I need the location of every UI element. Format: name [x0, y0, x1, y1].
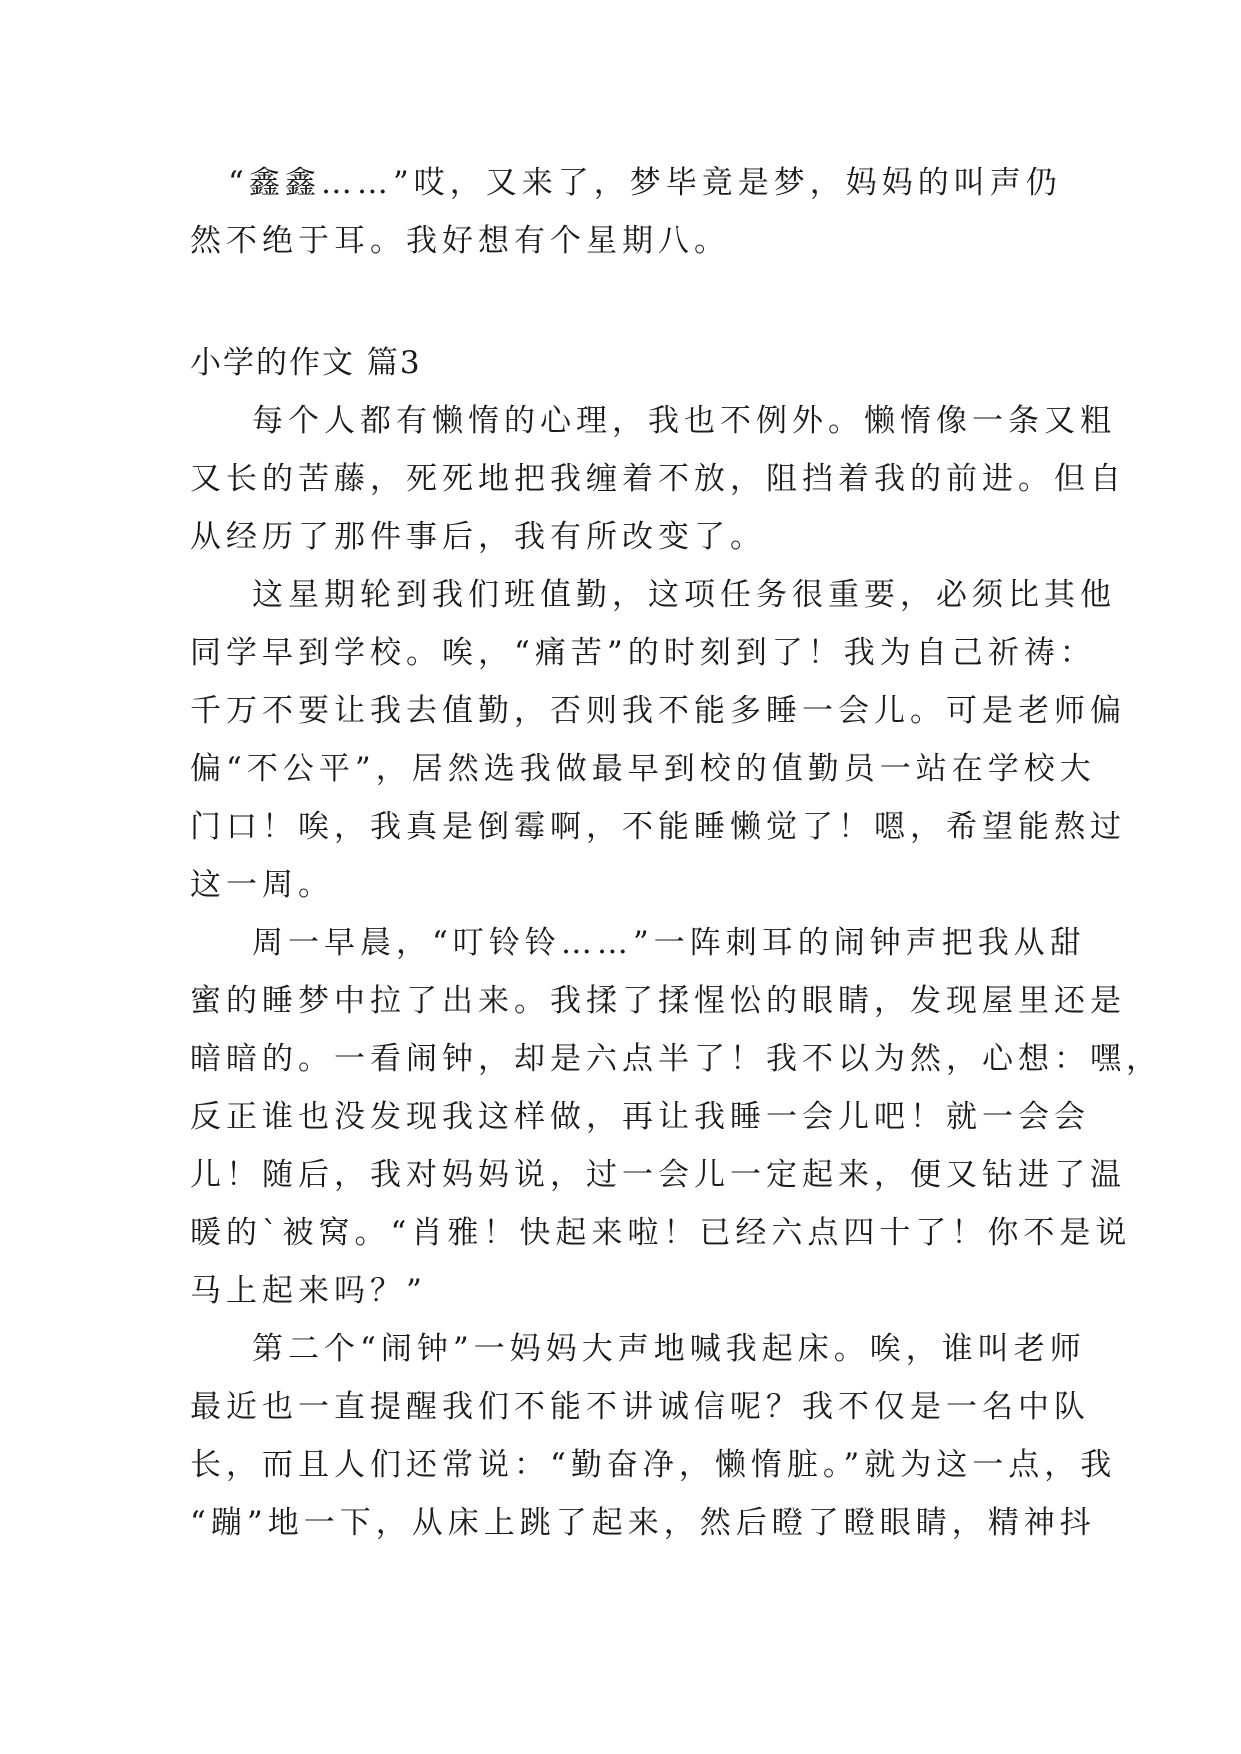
text-line: 又长的苦藤，死死地把我缠着不放，阻挡着我的前进。但自 — [190, 461, 1126, 497]
text-line: 偏“不公平”，居然选我做最早到校的值勤员一站在学校大 — [190, 751, 1096, 787]
text-line: 每个人都有懒惰的心理，我也不例外。懒惰像一条又粗 — [252, 403, 1116, 439]
text-line: 长，而且人们还常说：“勤奋净，懒惰脏。”就为这一点，我 — [190, 1447, 1117, 1483]
text-line: 同学早到学校。唉，“痛苦”的时刻到了！我为自己祈祷： — [190, 635, 1096, 671]
text-line: 千万不要让我去值勤，否则我不能多睡一会儿。可是老师偏 — [190, 693, 1126, 729]
text-line: 门口！唉，我真是倒霉啊，不能睡懒觉了！嗯，希望能熬过 — [190, 809, 1126, 845]
text-line: “蹦”地一下，从床上跳了起来，然后瞪了瞪眼睛，精神抖 — [190, 1505, 1096, 1541]
text-line: 第二个“闹钟”一妈妈大声地喊我起床。唉，谁叫老师 — [252, 1331, 1086, 1367]
text-line: 反正谁也没发现我这样做，再让我睡一会儿吧！就一会会 — [190, 1099, 1090, 1135]
text-line: 蜜的睡梦中拉了出来。我揉了揉惺忪的眼睛，发现屋里还是 — [190, 983, 1126, 1019]
text-line: “鑫鑫……”哎，又来了，梦毕竟是梦，妈妈的叫声仍 — [228, 165, 1062, 201]
text-line: 马上起来吗？” — [190, 1273, 427, 1309]
text-line: 暗暗的。一看闹钟，却是六点半了！我不以为然，心想：嘿， — [190, 1041, 1162, 1077]
text-line: 儿！随后，我对妈妈说，过一会儿一定起来，便又钻进了温 — [190, 1157, 1126, 1193]
text-line: 然不绝于耳。我好想有个星期八。 — [190, 223, 730, 259]
text-line: 周一早晨，“叮铃铃……”一阵刺耳的闹钟声把我从甜 — [252, 925, 1086, 961]
section-title: 小学的作文 篇3 — [190, 345, 422, 381]
text-line: 从经历了那件事后，我有所改变了。 — [190, 519, 766, 555]
text-line: 暖的`被窝。“肖雅！快起来啦！已经六点四十了！你不是说 — [190, 1215, 1132, 1251]
text-line: 这一周。 — [190, 867, 334, 903]
text-line: 这星期轮到我们班值勤，这项任务很重要，必须比其他 — [252, 577, 1116, 613]
text-line: 最近也一直提醒我们不能不讲诚信呢？我不仅是一名中队 — [190, 1389, 1090, 1425]
